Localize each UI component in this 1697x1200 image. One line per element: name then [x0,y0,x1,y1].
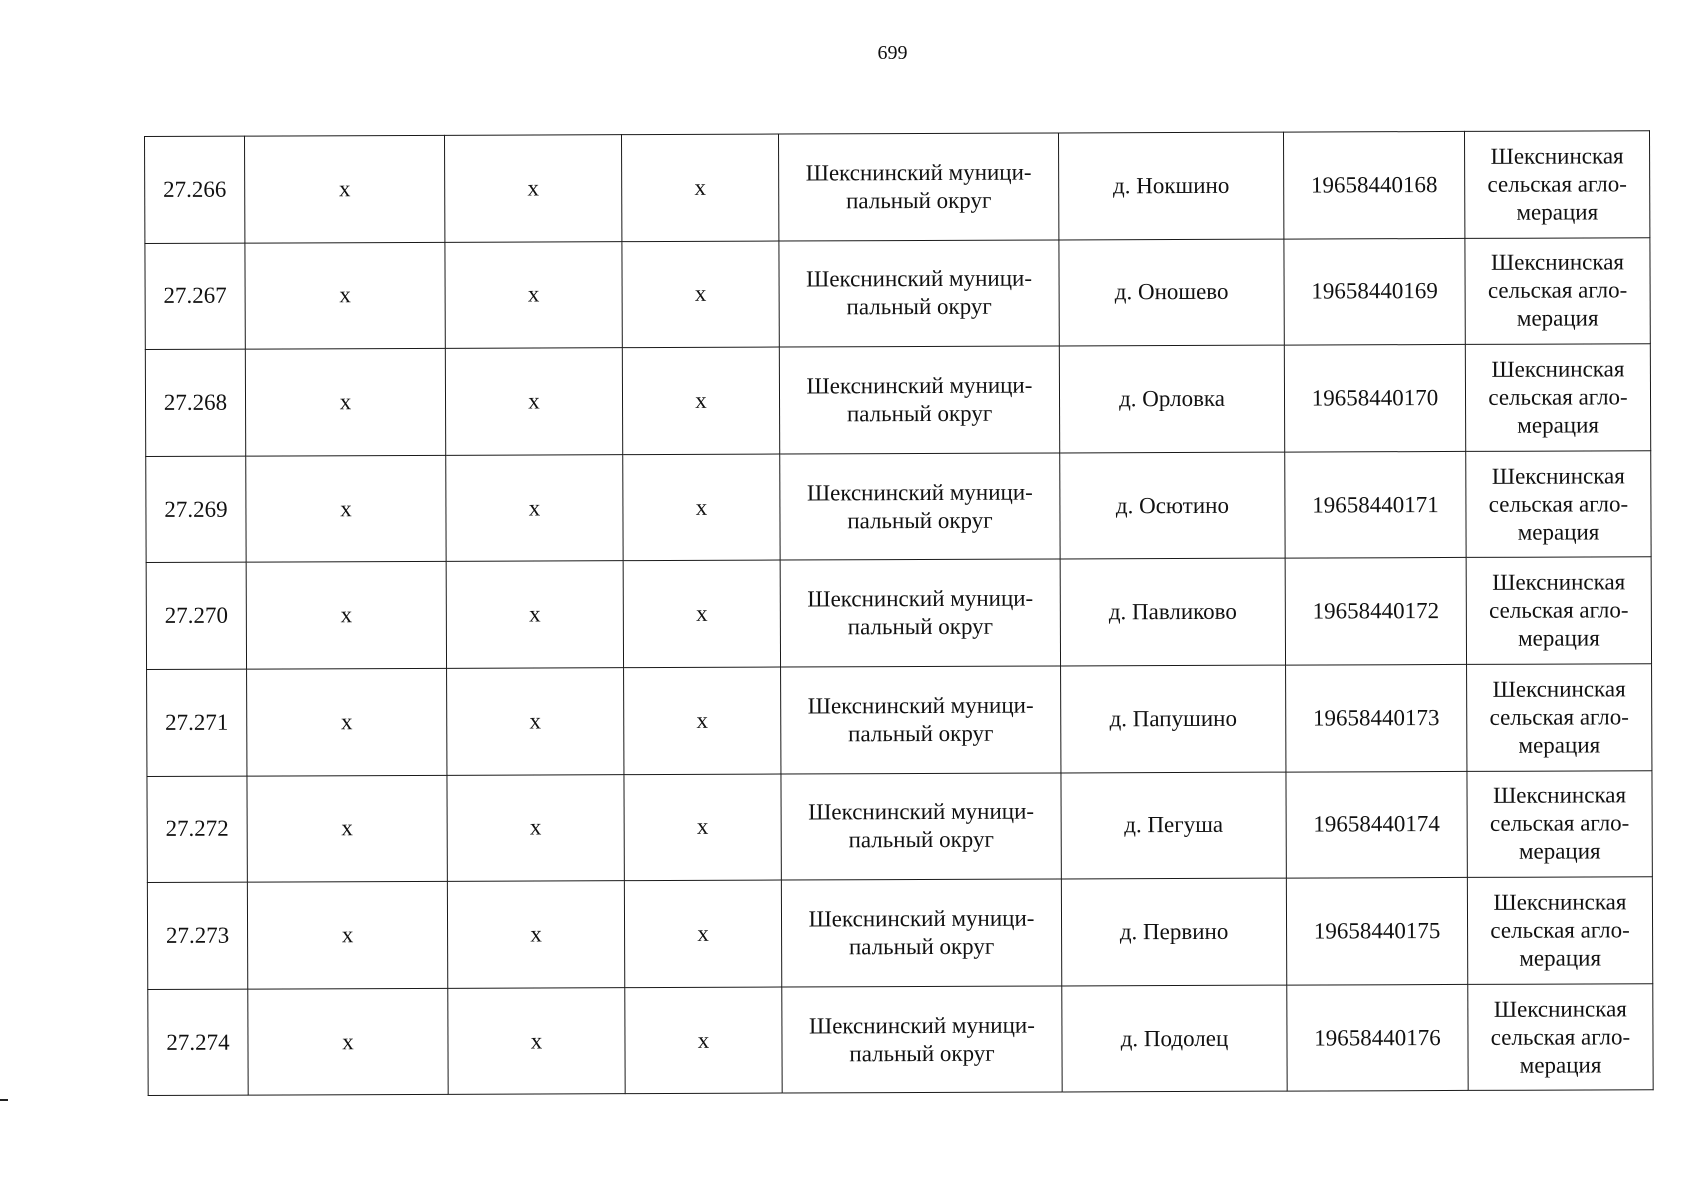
oktmo-code-cell: 19658440171 [1285,451,1466,558]
municipality-cell: Шекснинский муници- пальный округ [778,133,1058,241]
page-number: 699 [877,42,908,64]
oktmo-code-cell: 19658440172 [1285,558,1466,665]
locality-cell: д. Первино [1061,878,1286,985]
locality-cell: д. Папушино [1061,665,1286,772]
table-row [146,450,1651,562]
x-mark-cell: x [444,135,621,242]
x-mark-cell: x [447,668,624,775]
agglomeration-cell: Шекснинская сельская агло- мерация [1465,237,1650,344]
oktmo-code-cell: 19658440170 [1284,345,1465,452]
x-mark-cell: x [446,454,623,561]
locality-cell: д. Подолец [1062,985,1287,1092]
settlements-table [144,130,1654,1096]
table-row [145,131,1650,243]
oktmo-code-cell: 19658440169 [1284,238,1465,345]
row-number-cell: 27.266 [145,136,245,243]
agglomeration-cell: Шекснинская сельская агло- мерация [1467,877,1652,984]
municipality-cell: Шекснинский муници- пальный округ [781,773,1061,881]
table-body [145,131,1654,1096]
municipality-cell: Шекснинский муници- пальный округ [780,453,1060,561]
table-row [148,983,1653,1095]
x-mark-cell: x [448,987,625,1094]
x-mark-cell: x [623,454,780,561]
agglomeration-cell: Шекснинская сельская агло- мерация [1464,131,1649,238]
locality-cell: д. Пегуша [1061,772,1286,879]
locality-cell: д. Нокшино [1058,132,1283,239]
oktmo-code-cell: 19658440175 [1286,878,1467,985]
row-number-cell: 27.268 [145,349,245,456]
municipality-cell: Шекснинский муници- пальный округ [779,240,1059,348]
row-number-cell: 27.274 [148,989,248,1096]
x-mark-cell: x [625,987,782,1094]
x-mark-cell: x [247,881,447,988]
row-number-cell: 27.267 [145,243,245,350]
table-row [147,770,1652,882]
municipality-cell: Шекснинский муници- пальный округ [781,879,1061,987]
row-number-cell: 27.272 [147,776,247,883]
agglomeration-cell: Шекснинская сельская агло- мерация [1468,983,1653,1090]
row-number-cell: 27.270 [146,562,246,669]
oktmo-code-cell: 19658440173 [1286,664,1467,771]
municipality-cell: Шекснинский муници- пальный округ [781,666,1061,774]
table-row [147,877,1652,989]
row-number-cell: 27.271 [147,669,247,776]
row-number-cell: 27.269 [146,456,246,563]
x-mark-cell: x [247,668,447,775]
x-mark-cell: x [447,881,624,988]
x-mark-cell: x [623,560,780,667]
locality-cell: д. Павликово [1060,558,1285,665]
row-number-cell: 27.273 [147,882,247,989]
x-mark-cell: x [622,241,779,348]
oktmo-code-cell: 19658440176 [1287,984,1468,1091]
table-row [145,344,1650,456]
municipality-cell: Шекснинский муници- пальный округ [780,559,1060,667]
municipality-cell: Шекснинский муници- пальный округ [782,986,1062,1094]
table-row [147,664,1652,776]
x-mark-cell: x [247,775,447,882]
table-row [146,557,1651,669]
locality-cell: д. Осютино [1060,452,1285,559]
x-mark-cell: x [246,562,446,669]
margin-mark [0,1099,8,1101]
locality-cell: д. Орловка [1059,345,1284,452]
x-mark-cell: x [446,561,623,668]
x-mark-cell: x [624,667,781,774]
x-mark-cell: x [248,988,448,1095]
x-mark-cell: x [621,134,778,241]
x-mark-cell: x [246,455,446,562]
x-mark-cell: x [447,774,624,881]
locality-cell: д. Оношево [1059,239,1284,346]
agglomeration-cell: Шекснинская сельская агло- мерация [1466,557,1651,664]
x-mark-cell: x [245,349,445,456]
agglomeration-cell: Шекснинская сельская агло- мерация [1467,664,1652,771]
oktmo-code-cell: 19658440168 [1283,131,1464,238]
x-mark-cell: x [445,348,622,455]
municipality-cell: Шекснинский муници- пальный округ [779,346,1059,454]
oktmo-code-cell: 19658440174 [1286,771,1467,878]
x-mark-cell: x [445,241,622,348]
x-mark-cell: x [622,347,779,454]
agglomeration-cell: Шекснинская сельская агло- мерация [1466,450,1651,557]
x-mark-cell: x [624,774,781,881]
agglomeration-cell: Шекснинская сельская агло- мерация [1465,344,1650,451]
x-mark-cell: x [245,242,445,349]
x-mark-cell: x [245,135,445,242]
x-mark-cell: x [624,880,781,987]
agglomeration-cell: Шекснинская сельская агло- мерация [1467,770,1652,877]
table-row [145,237,1650,349]
